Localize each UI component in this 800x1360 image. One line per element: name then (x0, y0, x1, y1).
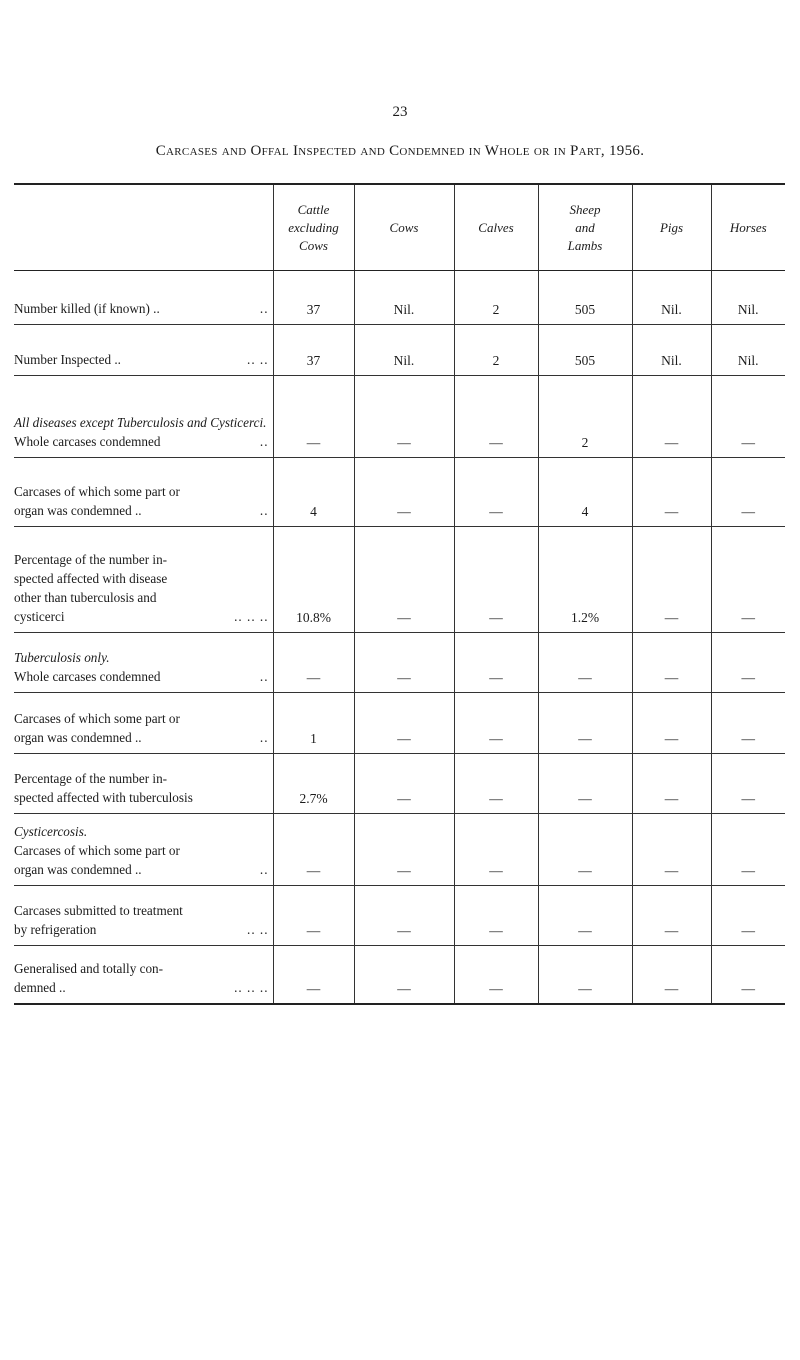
cell-sheep-and-lambs: 1.2% (538, 527, 632, 633)
cell-cows: — (354, 886, 454, 946)
row-label (14, 754, 273, 814)
cell-pigs: Nil. (632, 271, 711, 325)
cell-horses: — (711, 527, 785, 633)
row-label-line (14, 667, 269, 686)
leader-dots: .. .. .. (234, 609, 269, 624)
cell-pigs: — (632, 814, 711, 886)
cell-horses: — (711, 693, 785, 754)
row-label-line: other than tuberculosis and (14, 590, 157, 605)
table-row (14, 946, 785, 1004)
table-row (14, 325, 785, 376)
cell-horses: — (711, 754, 785, 814)
row-label-line: Carcases of which some part or (14, 711, 180, 726)
cell-calves: — (454, 814, 538, 886)
cell-cattle-excluding-cows: 1 (273, 693, 354, 754)
page-number: 23 (392, 104, 408, 120)
row-label (14, 886, 273, 946)
cell-calves: — (454, 754, 538, 814)
cell-cows: — (354, 754, 454, 814)
cell-sheep-and-lambs: 505 (538, 271, 632, 325)
cell-sheep-and-lambs: 4 (538, 458, 632, 527)
row-label-line: spected affected with disease (14, 571, 168, 586)
column-header-horses (711, 184, 785, 271)
row-label-line: Percentage of the number in- (14, 771, 168, 786)
row-label-line (14, 501, 269, 520)
cell-cows: — (354, 527, 454, 633)
column-header-line: Cows (389, 219, 419, 235)
cell-pigs: — (632, 693, 711, 754)
column-header-line: Cattle (297, 201, 330, 217)
column-header-calves (454, 184, 538, 271)
cell-calves: — (454, 946, 538, 1004)
row-label-text: organ was condemned .. (14, 730, 142, 745)
row-label-text: Whole carcases condemned (14, 669, 161, 684)
cell-sheep-and-lambs: 505 (538, 325, 632, 376)
leader-dots: .. .. .. (234, 979, 269, 995)
cell-cows: — (354, 376, 454, 458)
leader-dots: .. (259, 301, 269, 316)
column-header-line: excluding (288, 219, 339, 235)
cell-sheep-and-lambs: — (538, 946, 632, 1004)
row-label-line: Carcases of which some part or (14, 484, 180, 499)
cell-cows: Nil. (354, 325, 454, 376)
row-label (14, 271, 273, 325)
cell-cows: Nil. (354, 271, 454, 325)
cell-calves: — (454, 376, 538, 458)
cell-calves: — (454, 693, 538, 754)
table-row (14, 458, 785, 527)
row-label-line (14, 299, 269, 318)
table-header-row (14, 184, 785, 271)
cell-calves: 2 (454, 271, 538, 325)
column-header-line: Lambs (567, 237, 603, 253)
cell-cattle-excluding-cows: 37 (273, 325, 354, 376)
cell-calves: — (454, 633, 538, 693)
column-header-sheep-and-lambs (538, 184, 632, 271)
table-row (14, 633, 785, 693)
cell-cattle-excluding-cows: 2.7% (273, 754, 354, 814)
cell-cattle-excluding-cows: 37 (273, 271, 354, 325)
cell-cows: — (354, 458, 454, 527)
row-label-line (14, 350, 269, 369)
row-label-line (14, 860, 269, 879)
leader-dots: .. (259, 862, 269, 877)
table-row (14, 693, 785, 754)
row-label (14, 325, 273, 376)
leader-dots: .. (259, 503, 269, 518)
row-label-line (14, 920, 269, 939)
cell-horses: Nil. (711, 325, 785, 376)
table-body (14, 271, 785, 1004)
column-header-line: and (575, 219, 595, 235)
cell-calves: — (454, 458, 538, 527)
column-header-pigs (632, 184, 711, 271)
leader-dots: .. (259, 730, 269, 745)
table-row (14, 886, 785, 946)
cell-cattle-excluding-cows: 10.8% (273, 527, 354, 633)
row-label-text: Whole carcases condemned (14, 434, 161, 449)
cell-sheep-and-lambs: — (538, 633, 632, 693)
row-label-text: cysticerci (14, 609, 65, 624)
row-label-line (14, 978, 269, 997)
cell-sheep-and-lambs: — (538, 754, 632, 814)
row-label (14, 527, 273, 633)
cell-calves: — (454, 527, 538, 633)
cell-pigs: — (632, 633, 711, 693)
row-label-line: Percentage of the number in- (14, 552, 168, 567)
carcases-table (14, 183, 785, 1005)
cell-horses: — (711, 814, 785, 886)
row-label-line (14, 607, 269, 626)
row-label (14, 458, 273, 527)
row-label-line (14, 432, 269, 451)
row-label-line: spected affected with tuberculosis (14, 790, 193, 805)
cell-cows: — (354, 633, 454, 693)
cell-pigs: — (632, 754, 711, 814)
cell-cattle-excluding-cows: — (273, 376, 354, 458)
table-row (14, 271, 785, 325)
cell-cattle-excluding-cows: — (273, 886, 354, 946)
section-heading: All diseases except Tuberculosis and Cysticerci. (14, 415, 267, 430)
cell-cattle-excluding-cows: — (273, 633, 354, 693)
column-header-line: Calves (478, 219, 514, 235)
row-label-text: organ was condemned .. (14, 503, 142, 518)
section-heading: Tuberculosis only. (14, 650, 110, 665)
row-label (14, 376, 273, 458)
section-heading: Cysticercosis. (14, 824, 88, 839)
row-label-line: Generalised and totally con- (14, 960, 164, 976)
table-row (14, 754, 785, 814)
row-label-line: Carcases of which some part or (14, 843, 180, 858)
cell-cows: — (354, 946, 454, 1004)
cell-cows: — (354, 693, 454, 754)
cell-sheep-and-lambs: — (538, 886, 632, 946)
cell-pigs: — (632, 527, 711, 633)
cell-pigs: Nil. (632, 325, 711, 376)
leader-dots: .. .. (247, 922, 269, 937)
cell-pigs: — (632, 376, 711, 458)
row-label-text: organ was condemned .. (14, 862, 142, 877)
column-header-cattle-excluding-cows (273, 184, 354, 271)
row-label (14, 814, 273, 886)
header-blank-cell (14, 184, 273, 271)
column-header-line: Pigs (659, 219, 684, 235)
row-label-text: Number Inspected .. (14, 352, 121, 367)
row-label-text: Number killed (if known) .. (14, 301, 160, 316)
row-label (14, 633, 273, 693)
leader-dots: .. .. (247, 352, 269, 367)
cell-sheep-and-lambs: — (538, 693, 632, 754)
cell-cattle-excluding-cows: — (273, 946, 354, 1004)
row-label-text: by refrigeration (14, 922, 97, 937)
cell-horses: — (711, 886, 785, 946)
cell-calves: — (454, 886, 538, 946)
cell-calves: 2 (454, 325, 538, 376)
row-label-line: Carcases submitted to treatment (14, 903, 183, 918)
cell-horses: Nil. (711, 271, 785, 325)
cell-horses: — (711, 376, 785, 458)
row-label (14, 946, 273, 1004)
cell-sheep-and-lambs: 2 (538, 376, 632, 458)
table-row (14, 814, 785, 886)
cell-cattle-excluding-cows: 4 (273, 458, 354, 527)
column-header-line: Sheep (569, 201, 601, 217)
row-label (14, 693, 273, 754)
cell-cows: — (354, 814, 454, 886)
row-label-text: demned .. (14, 979, 66, 995)
cell-horses: — (711, 458, 785, 527)
cell-pigs: — (632, 886, 711, 946)
cell-horses: — (711, 946, 785, 1004)
page-title: Carcases and Offal Inspected and Condemned in Whole or in Part, 1956. (155, 143, 645, 159)
column-header-line: Horses (729, 219, 767, 235)
row-label-line (14, 728, 269, 747)
leader-dots: .. (259, 434, 269, 449)
leader-dots: .. (259, 669, 269, 684)
column-header-line: Cows (299, 237, 328, 253)
table-row (14, 376, 785, 458)
table-row (14, 527, 785, 633)
cell-horses: — (711, 633, 785, 693)
cell-cattle-excluding-cows: — (273, 814, 354, 886)
cell-pigs: — (632, 458, 711, 527)
cell-sheep-and-lambs: — (538, 814, 632, 886)
column-header-cows (354, 184, 454, 271)
cell-pigs: — (632, 946, 711, 1004)
